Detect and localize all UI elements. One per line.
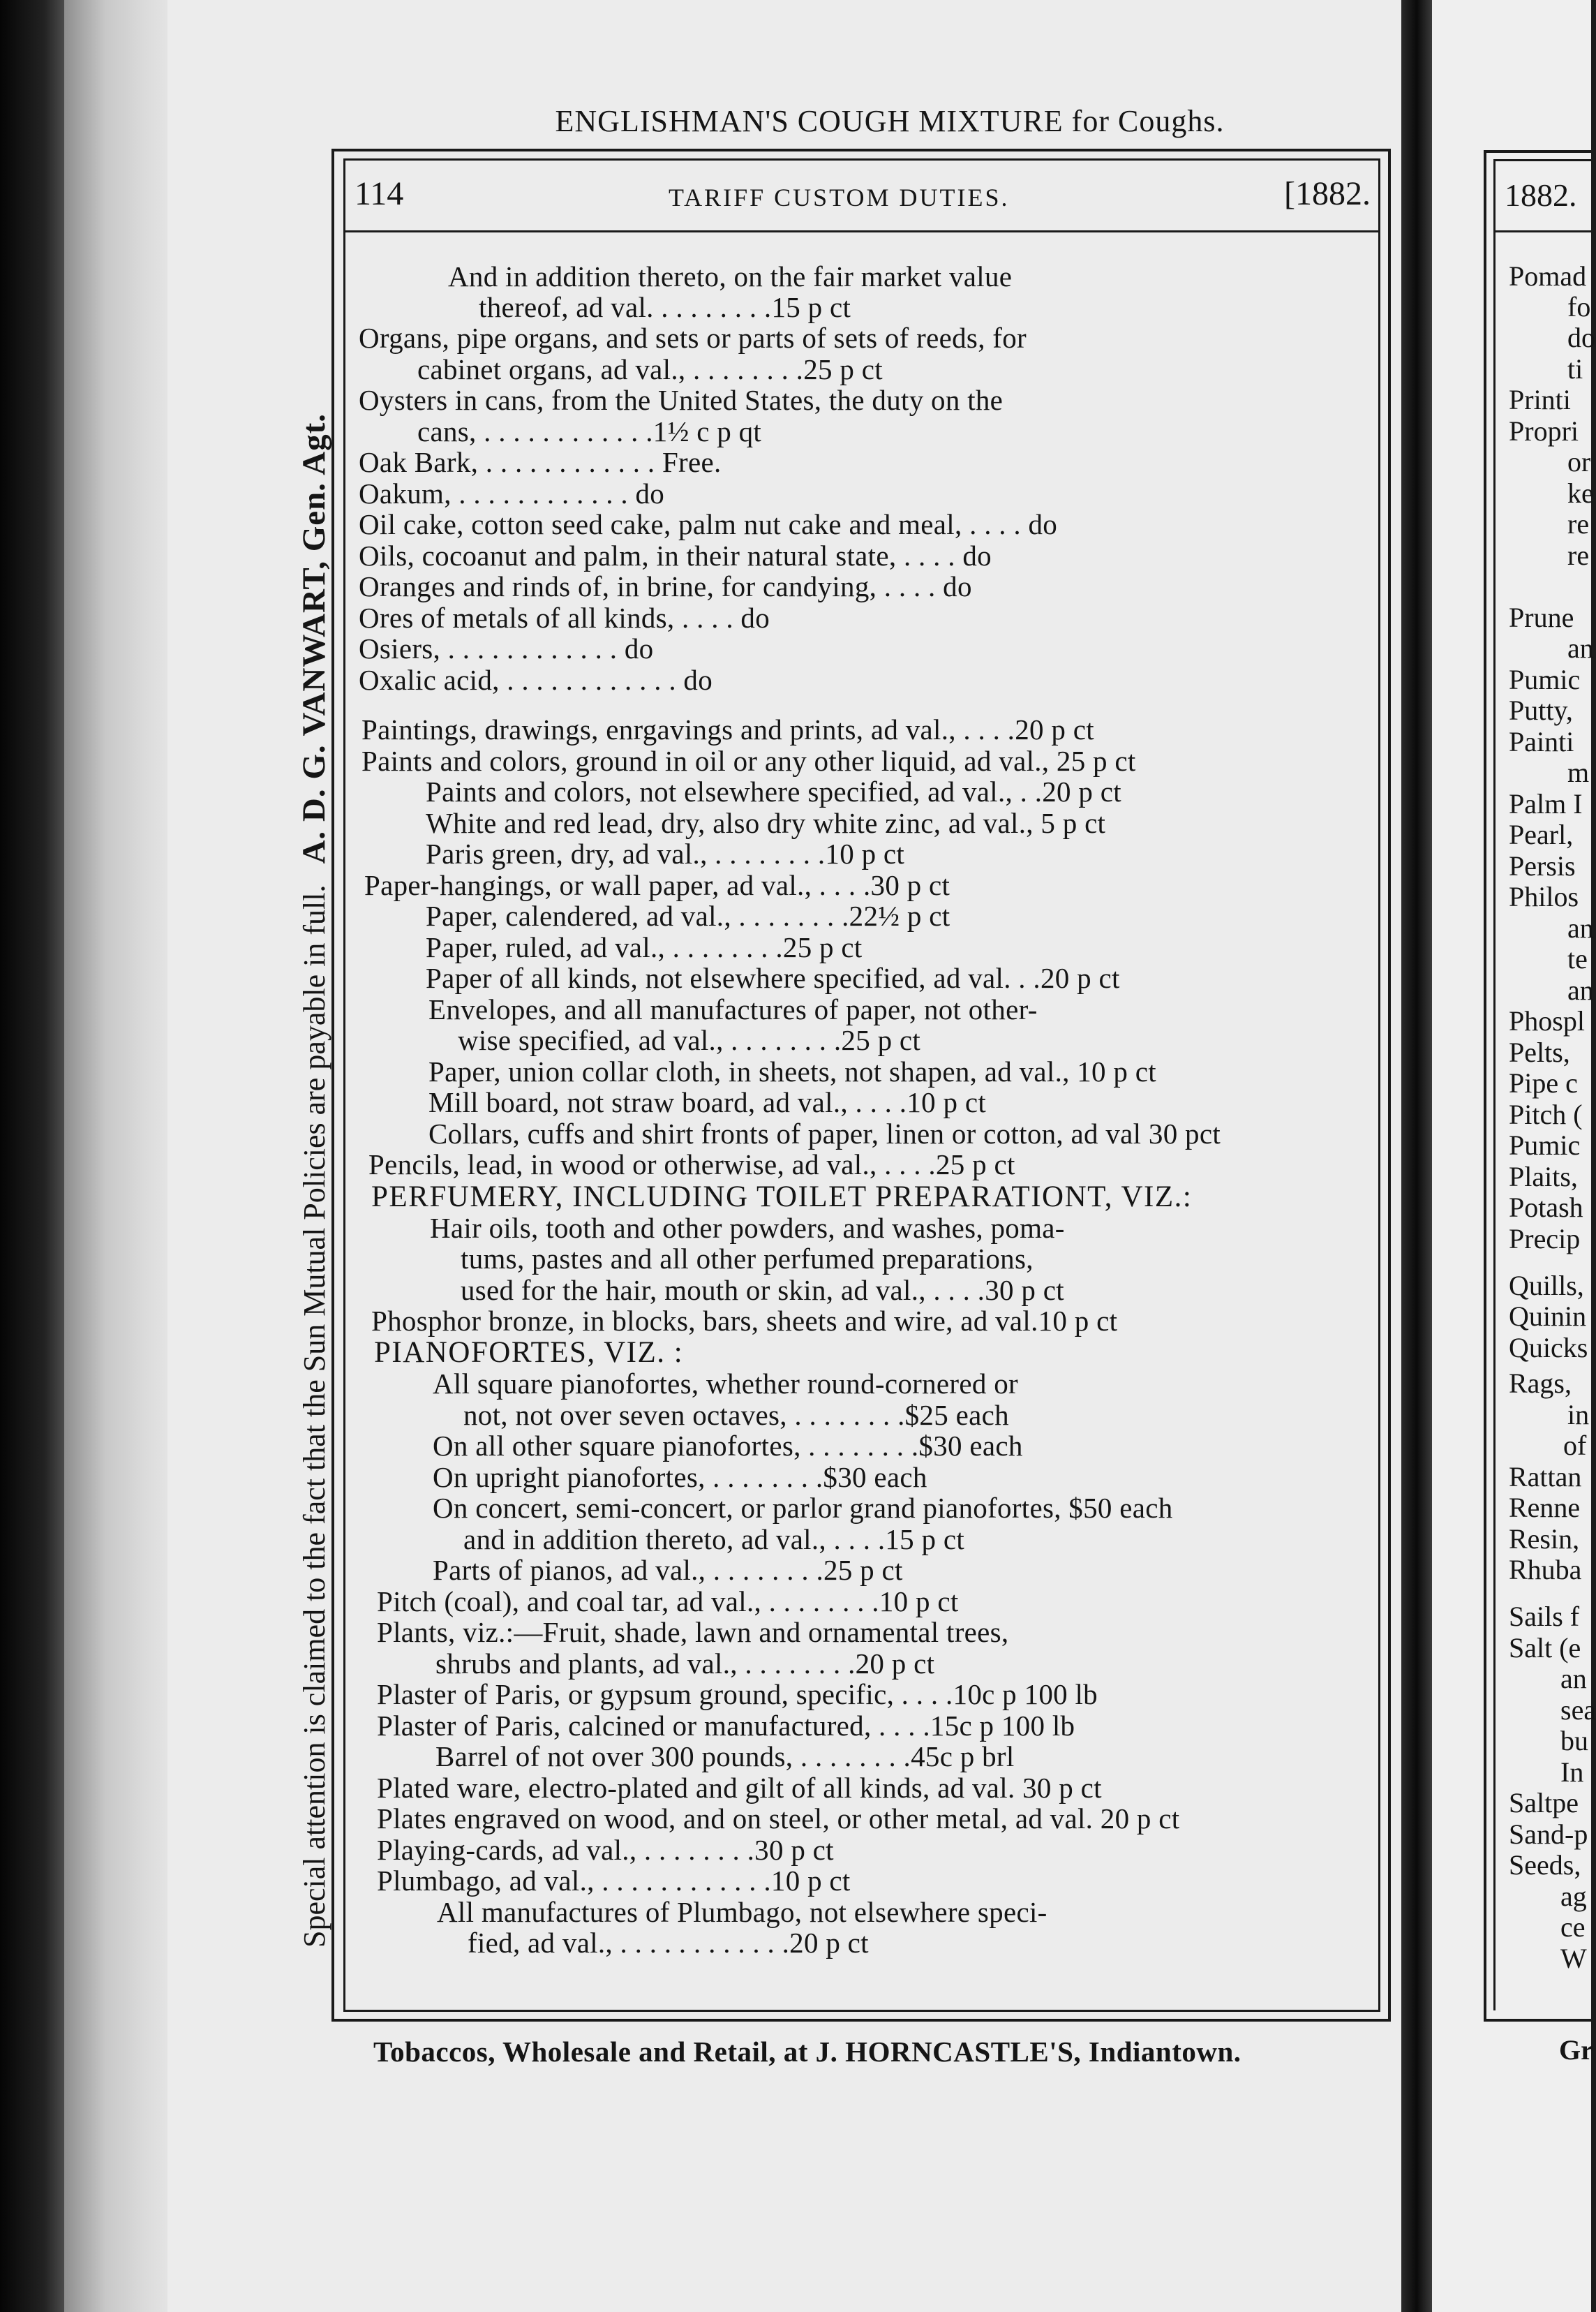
tariff-line: Paper of all kinds, not elsewhere specified, ad val. . .20 p ct [426, 962, 1120, 994]
tariff-line: thereof, ad val. . . . . . . . .15 p ct [479, 291, 851, 323]
right-page-fragment: W [1560, 1943, 1587, 1974]
right-page-fragment: Pearl, [1509, 819, 1574, 850]
tariff-line: Oxalic acid, . . . . . . . . . . . . do [359, 664, 713, 696]
right-page-fragment: Printi [1509, 384, 1571, 415]
tariff-line: And in addition thereto, on the fair market value [448, 260, 1013, 292]
tariff-line: Oranges and rinds of, in brine, for candying, . . . . do [359, 570, 972, 602]
tariff-line: On upright pianofortes, . . . . . . . .$30 each [433, 1461, 927, 1493]
right-page-fragment: Rhuba [1509, 1554, 1582, 1585]
right-page-fragment: Sails f [1509, 1601, 1580, 1632]
right-page-fragment: Sand-p [1509, 1818, 1588, 1850]
right-page-fragment: Seeds, [1509, 1849, 1581, 1881]
right-page-fragment: ce [1560, 1911, 1586, 1943]
tariff-line: All square pianofortes, whether round-cornered or [433, 1368, 1018, 1400]
tariff-line: Pencils, lead, in wood or otherwise, ad val., . . . .25 p ct [368, 1148, 1015, 1180]
right-page-fragment: ti [1567, 353, 1583, 385]
right-page-fragment: Palm I [1509, 788, 1583, 820]
tariff-line: Envelopes, and all manufactures of paper, not other- [428, 993, 1038, 1025]
right-page-fragment: in [1567, 1399, 1590, 1430]
tariff-line: Plated ware, electro-plated and gilt of all kinds, ad val. 30 p ct [377, 1772, 1102, 1804]
tariff-line: Oakum, . . . . . . . . . . . . do [359, 477, 665, 510]
right-page-fragment: Phospl [1509, 1005, 1585, 1037]
tariff-line: Collars, cuffs and shirt fronts of paper, linen or cotton, ad val 30 pct [428, 1118, 1221, 1150]
tariff-line: wise specified, ad val., . . . . . . . .25 p ct [458, 1024, 921, 1056]
top-advertisement: ENGLISHMAN'S COUGH MIXTURE for Coughs. [555, 104, 1225, 138]
right-page-fragment: Plaits, [1509, 1161, 1578, 1192]
tariff-line: Ores of metals of all kinds, . . . . do [359, 602, 770, 634]
tariff-line: cabinet organs, ad val., . . . . . . . .25 p ct [417, 353, 883, 385]
tariff-line: Paper-hangings, or wall paper, ad val., . . . .30 p ct [364, 869, 950, 901]
right-page-fragment: ke [1567, 477, 1594, 509]
right-page-frame-bottom [1484, 2019, 1591, 2022]
right-page-fragment: Rags, [1509, 1368, 1572, 1399]
tariff-line: tums, pastes and all other perfumed preparations, [461, 1243, 1034, 1275]
right-page-fragment: In [1560, 1756, 1584, 1788]
page-gutter [1401, 0, 1432, 2312]
right-page-fragment: ag [1560, 1881, 1587, 1912]
right-page-fragment: an [1560, 1663, 1587, 1694]
right-page-frame-top [1484, 150, 1591, 153]
section-heading: PERFUMERY, INCLUDING TOILET PREPARATIONT, VIZ.: [371, 1180, 1193, 1213]
right-page-fragment: Pomad [1509, 260, 1587, 292]
right-page-fragment: Quinin [1509, 1300, 1587, 1332]
tariff-line: Plates engraved on wood, and on steel, or other metal, ad val. 20 p ct [377, 1802, 1180, 1835]
right-page-frame-left [1484, 150, 1486, 2021]
right-page-header-rule [1493, 230, 1591, 232]
tariff-line: Osiers, . . . . . . . . . . . . do [359, 632, 654, 665]
tariff-line: Playing-cards, ad val., . . . . . . . .30 p ct [377, 1834, 834, 1866]
right-page-fragment: sea [1560, 1694, 1596, 1726]
page-year: [1882. [1284, 175, 1371, 212]
tariff-line: Paper, union collar cloth, in sheets, not shapen, ad val., 10 p ct [428, 1055, 1156, 1088]
tariff-line: Plumbago, ad val., . . . . . . . . . . . .10 p ct [377, 1865, 851, 1897]
right-page-fragment: m [1567, 757, 1590, 788]
right-page-fragment: Pitch ( [1509, 1099, 1583, 1130]
right-page-fragment: Philos [1509, 881, 1579, 912]
right-page-fragment: Pipe c [1509, 1067, 1578, 1099]
right-page-fragment: Resin, [1509, 1523, 1580, 1555]
tariff-line: Plaster of Paris, calcined or manufactured, . . . .15c p 100 lb [377, 1710, 1075, 1742]
right-page-fragment: Persis [1509, 850, 1576, 882]
tariff-line: Paper, ruled, ad val., . . . . . . . .25 p ct [426, 931, 863, 963]
right-page-fragment: Pumic [1509, 664, 1581, 695]
right-page-fragment: Painti [1509, 726, 1574, 757]
tariff-line: Paper, calendered, ad val., . . . . . . . .22½ p ct [426, 900, 950, 932]
tariff-line: Plaster of Paris, or gypsum ground, specific, . . . .10c p 100 lb [377, 1678, 1098, 1710]
right-page-fragment: of [1563, 1430, 1587, 1461]
right-page-fragment: do [1567, 322, 1595, 353]
tariff-line: Paris green, dry, ad val., . . . . . . . .10 p ct [426, 838, 905, 870]
book-spine [64, 0, 183, 2312]
tariff-line: Paintings, drawings, enrgavings and prints, ad val., . . . .20 p ct [361, 713, 1094, 746]
right-page-fragment: an [1567, 975, 1594, 1006]
tariff-line: shrubs and plants, ad val., . . . . . . . .20 p ct [435, 1647, 935, 1680]
tariff-line: White and red lead, dry, also dry white zinc, ad val., 5 p ct [426, 807, 1106, 839]
tariff-line: Barrel of not over 300 pounds, . . . . . . . .45c p brl [435, 1740, 1015, 1772]
header-rule [343, 230, 1380, 232]
tariff-line: cans, . . . . . . . . . . . .1½ c p qt [417, 415, 762, 447]
right-page-fragment: Pumic [1509, 1129, 1581, 1161]
tariff-line: used for the hair, mouth or skin, ad val., . . . .30 p ct [461, 1274, 1064, 1306]
section-heading: PIANOFORTES, VIZ. : [374, 1336, 684, 1369]
right-page-fragment: re [1567, 540, 1590, 571]
tariff-line: Oysters in cans, from the United States, the duty on the [359, 384, 1004, 416]
right-page-fragment: an [1567, 632, 1594, 664]
tariff-line: On all other square pianofortes, . . . . . . . .$30 each [433, 1430, 1023, 1462]
right-page-frame-left-inner [1493, 159, 1496, 2010]
right-page-fragment: Putty, [1509, 695, 1573, 726]
tariff-line: Oak Bark, . . . . . . . . . . . . Free. [359, 446, 722, 478]
tariff-line: not, not over seven octaves, . . . . . . . .$25 each [463, 1399, 1009, 1431]
right-page-fragment: Prune [1509, 602, 1574, 633]
tariff-line: fied, ad val., . . . . . . . . . . . .20 p ct [468, 1927, 869, 1959]
tariff-line: and in addition thereto, ad val., . . . .15 p ct [463, 1523, 965, 1555]
tariff-line: Paints and colors, ground in oil or any other liquid, ad val., 25 p ct [361, 745, 1136, 777]
right-page-fragment: te [1567, 943, 1588, 975]
right-page-year: 1882. [1505, 177, 1577, 213]
right-page-fragment: Pelts, [1509, 1037, 1570, 1068]
right-page-fragment: fo [1567, 291, 1591, 323]
side-advertisement-text: Special attention is claimed to the fact that the Sun Mutual Policies are payable in full. [297, 884, 331, 1948]
right-page-fragment: Quills, [1509, 1270, 1584, 1301]
tariff-line: Mill board, not straw board, ad val., . . . .10 p ct [428, 1086, 987, 1118]
right-page-fragment: Saltpe [1509, 1787, 1579, 1818]
side-advertisement-agent: A. D. G. VANWART, Gen. Agt. [296, 413, 332, 864]
tariff-line: Pitch (coal), and coal tar, ad val., . . . . . . . .10 p ct [377, 1585, 959, 1617]
right-page-frame-top-inner [1493, 159, 1591, 161]
page-number: 114 [355, 175, 404, 212]
right-page-fragment: Renne [1509, 1492, 1581, 1523]
tariff-line: All manufactures of Plumbago, not elsewhere speci- [437, 1896, 1047, 1928]
right-page-bottom-fragment: Gr [1559, 2034, 1593, 2066]
right-page-fragment: an [1567, 912, 1594, 944]
running-title: TARIFF CUSTOM DUTIES. [669, 184, 1010, 212]
tariff-line: Hair oils, tooth and other powders, and washes, poma- [430, 1212, 1065, 1244]
tariff-line: Plants, viz.:—Fruit, shade, lawn and ornamental trees, [377, 1616, 1009, 1648]
right-page-fragment: Quicks [1509, 1332, 1588, 1363]
tariff-line: On concert, semi-concert, or parlor grand pianofortes, $50 each [433, 1492, 1173, 1524]
tariff-line: Organs, pipe organs, and sets or parts of sets of reeds, for [359, 322, 1027, 354]
tariff-line: Parts of pianos, ad val., . . . . . . . .25 p ct [433, 1554, 903, 1586]
right-page-fragment: re [1567, 508, 1590, 540]
tariff-line: Oils, cocoanut and palm, in their natural state, . . . . do [359, 540, 992, 572]
right-page-fragment: Rattan [1509, 1461, 1582, 1492]
bottom-advertisement: Tobaccos, Wholesale and Retail, at J. HORNCASTLE'S, Indiantown. [373, 2036, 1241, 2068]
right-page-fragment: bu [1560, 1725, 1588, 1756]
tariff-line: Paints and colors, not elsewhere specified, ad val., . .20 p ct [426, 776, 1121, 808]
right-page-fragment: Salt (e [1509, 1632, 1581, 1663]
right-page-fragment: or [1567, 446, 1591, 477]
right-page-fragment: Precip [1509, 1223, 1581, 1254]
right-page-fragment: Potash [1509, 1192, 1583, 1223]
right-page-fragment: Propri [1509, 415, 1579, 447]
tariff-line: Oil cake, cotton seed cake, palm nut cake and meal, . . . . do [359, 508, 1058, 540]
tariff-line: Phosphor bronze, in blocks, bars, sheets and wire, ad val.10 p ct [371, 1305, 1118, 1337]
